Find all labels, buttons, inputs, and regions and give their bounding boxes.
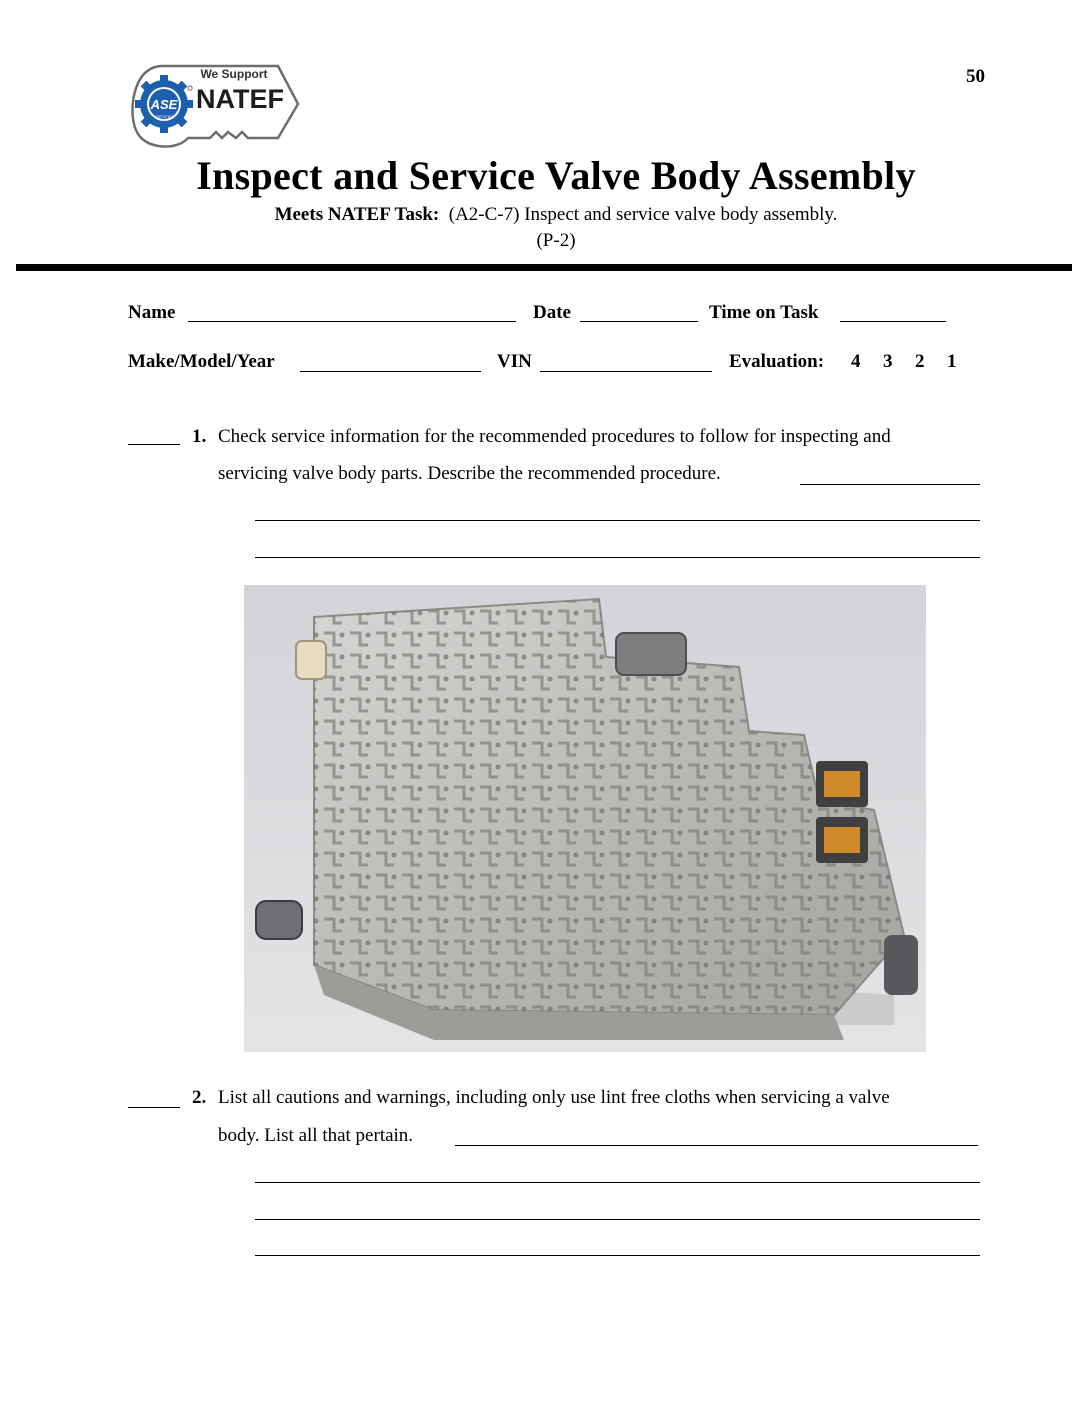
q1-answer-line[interactable]	[255, 520, 980, 521]
valve-body-photo-icon	[244, 585, 926, 1052]
q1-check-blank[interactable]	[128, 444, 180, 445]
make-model-year-field[interactable]	[300, 371, 481, 372]
name-field[interactable]	[188, 321, 516, 322]
evaluation-score-3[interactable]: 3	[883, 351, 893, 372]
evaluation-label: Evaluation:	[729, 351, 825, 372]
q2-number: 2.	[192, 1087, 207, 1108]
task-text: (A2-C-7) Inspect and service valve body assembly.	[448, 204, 838, 225]
q2-text-line1: List all cautions and warnings, including only use lint free cloths when servicing a valve	[218, 1087, 890, 1108]
q2-text-line2: body. List all that pertain.	[218, 1125, 414, 1146]
evaluation-score-1[interactable]: 1	[947, 351, 957, 372]
q2-check-blank[interactable]	[128, 1107, 180, 1108]
vin-field[interactable]	[540, 371, 712, 372]
task-priority: (P-2)	[536, 230, 576, 251]
q1-answer-line[interactable]	[255, 557, 980, 558]
q1-text-line2: servicing valve body parts. Describe the recommended procedure.	[218, 463, 721, 484]
task-line	[0, 204, 1088, 226]
q1-text-line1: Check service information for the recommended procedures to follow for inspecting and	[218, 426, 891, 447]
svg-text:We Support: We Support	[200, 67, 268, 81]
q2-answer-line[interactable]	[255, 1182, 980, 1183]
svg-text:NATEF: NATEF	[196, 84, 284, 114]
svg-text:CERTIFIED: CERTIFIED	[153, 114, 175, 119]
task-label: Meets NATEF Task:	[274, 204, 440, 225]
make-model-year-label: Make/Model/Year	[128, 351, 275, 372]
time-on-task-field[interactable]	[840, 321, 946, 322]
date-field[interactable]	[580, 321, 698, 322]
header-divider	[16, 264, 1072, 271]
q2-answer-line[interactable]	[455, 1145, 978, 1146]
q1-number: 1.	[192, 426, 207, 447]
q2-answer-line[interactable]	[255, 1255, 980, 1256]
name-label: Name	[128, 302, 176, 323]
evaluation-score-4[interactable]: 4	[851, 351, 861, 372]
vin-label: VIN	[497, 351, 532, 372]
date-label: Date	[533, 302, 571, 323]
q1-answer-line[interactable]	[800, 484, 980, 485]
evaluation-score-2[interactable]: 2	[915, 351, 925, 372]
time-on-task-label: Time on Task	[709, 302, 819, 323]
page-title: Inspect and Service Valve Body Assembly	[196, 153, 916, 198]
natef-ase-logo-icon	[128, 58, 308, 150]
page-number: 50	[966, 66, 985, 87]
svg-text:ASE: ASE	[150, 97, 178, 112]
q2-answer-line[interactable]	[255, 1219, 980, 1220]
